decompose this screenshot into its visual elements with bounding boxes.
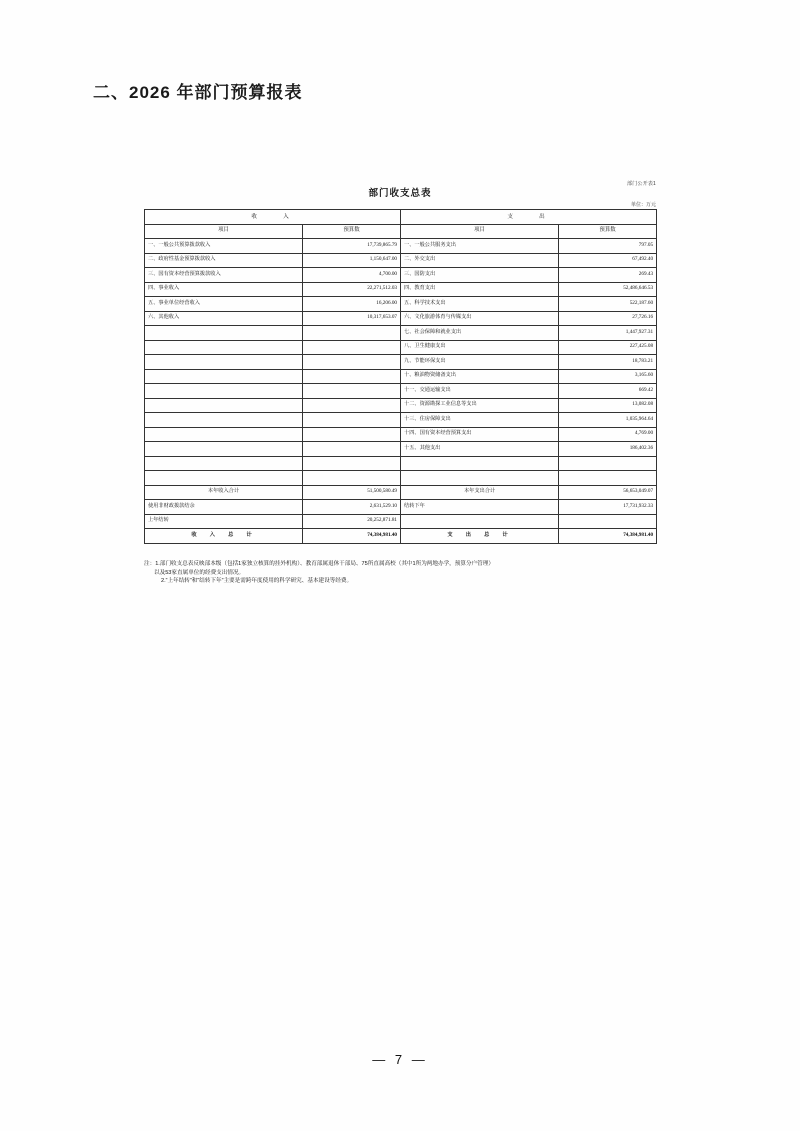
income-carry-amount: 2,631,529.10 [303, 500, 401, 515]
table-row [145, 326, 657, 341]
income-amount-header: 预算数 [303, 224, 401, 239]
table-row [145, 297, 657, 312]
table-row [145, 340, 657, 355]
table-row [145, 268, 657, 283]
expense-subtotal-label: 本年支出合计 [401, 485, 559, 500]
expense-carry-amount: 17,731,932.33 [559, 500, 657, 515]
expense-total-amount: 74,384,981.40 [559, 529, 657, 544]
income-amount [303, 340, 401, 355]
income-item [145, 398, 303, 413]
expense-item: 二、外交支出 [401, 253, 559, 268]
income-amount [303, 326, 401, 341]
expense-item: 八、卫生健康支出 [401, 340, 559, 355]
table-title: 部门收支总表 [368, 188, 432, 199]
expense-item-header: 项目 [401, 224, 559, 239]
income-amount: 4,700.00 [303, 268, 401, 283]
table-footnotes [144, 560, 664, 586]
expense-carry-amount [559, 514, 657, 529]
expense-amount: 269.43 [559, 268, 657, 283]
table-row [145, 456, 657, 471]
income-item [145, 456, 303, 471]
expense-item: 一、一般公共服务支出 [401, 239, 559, 254]
table-unit-note: 单位：万元 [630, 202, 656, 208]
expense-item: 十五、其他支出 [401, 442, 559, 457]
expense-item: 七、社会保障和就业支出 [401, 326, 559, 341]
expense-carry-label [401, 514, 559, 529]
expense-amount: 522,187.60 [559, 297, 657, 312]
expense-item [401, 471, 559, 486]
expense-item: 四、教育支出 [401, 282, 559, 297]
grand-total-row [145, 529, 657, 544]
income-item-header: 项目 [145, 224, 303, 239]
expense-item: 五、科学技术支出 [401, 297, 559, 312]
income-amount [303, 456, 401, 471]
page-number: — 7 — [372, 1052, 428, 1067]
income-amount [303, 442, 401, 457]
carryover-row [145, 500, 657, 515]
expense-item: 六、文化旅游体育与传媒支出 [401, 311, 559, 326]
income-subtotal-amount: 51,500,580.49 [303, 485, 401, 500]
income-item [145, 369, 303, 384]
income-carry-label: 上年结转 [145, 514, 303, 529]
table-row [145, 413, 657, 428]
income-amount [303, 427, 401, 442]
income-carry-amount: 20,252,871.81 [303, 514, 401, 529]
expense-amount: 3,165.60 [559, 369, 657, 384]
income-amount [303, 355, 401, 370]
table-row [145, 369, 657, 384]
expense-amount: 797.05 [559, 239, 657, 254]
expense-item: 九、节能环保支出 [401, 355, 559, 370]
expense-amount: 227,425.08 [559, 340, 657, 355]
table-column-header-row [145, 224, 657, 239]
budget-table-body [145, 210, 657, 544]
expense-carry-label: 结转下年 [401, 500, 559, 515]
expense-item: 十、粮油物资储备支出 [401, 369, 559, 384]
income-item: 三、国有资本经营预算拨款收入 [145, 268, 303, 283]
income-item [145, 326, 303, 341]
income-amount [303, 413, 401, 428]
income-total-amount: 74,384,981.40 [303, 529, 401, 544]
income-item [145, 471, 303, 486]
income-amount: 17,739,865.79 [303, 239, 401, 254]
income-subtotal-label: 本年收入合计 [145, 485, 303, 500]
table-row [145, 311, 657, 326]
income-total-label: 收 入 总 计 [145, 529, 303, 544]
footnote-line-1: 注：1.部门收支总表反映部本级（包括1家独立核算的挂外机构）、教育部属退休干部局、75所直属高校（其中1所为两地办学，预算分户管理） [144, 561, 494, 567]
income-amount [303, 369, 401, 384]
table-row [145, 355, 657, 370]
income-carry-label: 使用非财政拨款结余 [145, 500, 303, 515]
expense-item: 十二、资源勘探工业信息等支出 [401, 398, 559, 413]
expense-item: 十三、住房保障支出 [401, 413, 559, 428]
expense-amount: 4,769.00 [559, 427, 657, 442]
expense-subtotal-amount: 56,653,049.07 [559, 485, 657, 500]
expense-amount: 186,402.36 [559, 442, 657, 457]
expense-total-label: 支 出 总 计 [401, 529, 559, 544]
table-row [145, 239, 657, 254]
expense-item: 十四、国有资本经营预算支出 [401, 427, 559, 442]
table-row [145, 282, 657, 297]
income-item [145, 340, 303, 355]
expense-amount: 52,486,646.53 [559, 282, 657, 297]
table-row [145, 398, 657, 413]
income-amount [303, 398, 401, 413]
income-item: 四、事业收入 [145, 282, 303, 297]
table-row [145, 471, 657, 486]
expense-item [401, 456, 559, 471]
income-amount: 1,150,647.00 [303, 253, 401, 268]
income-amount [303, 471, 401, 486]
expense-amount [559, 456, 657, 471]
income-item: 六、其他收入 [145, 311, 303, 326]
footnote-line-2: 以及53家直属单位的经费支出情况。 [154, 569, 245, 576]
expense-amount-header: 预算数 [559, 224, 657, 239]
income-item [145, 355, 303, 370]
income-amount: 16,206.00 [303, 297, 401, 312]
table-row [145, 442, 657, 457]
income-amount: 10,317,653.07 [303, 311, 401, 326]
footnote-line-3: 2.“上年结转”和“结转下年”主要是需跨年度使用的科学研究、基本建设等经费。 [161, 578, 353, 585]
income-amount: 22,271,512.03 [303, 282, 401, 297]
subtotal-row [145, 485, 657, 500]
expense-item: 十一、交通运输支出 [401, 384, 559, 399]
budget-table-area [144, 180, 656, 544]
income-amount [303, 384, 401, 399]
expense-amount: 18,783.21 [559, 355, 657, 370]
table-group-header-row [145, 210, 657, 225]
expense-group-header: 支 出 [401, 210, 657, 225]
expense-amount: 67,492.40 [559, 253, 657, 268]
carryover-row [145, 514, 657, 529]
income-item [145, 427, 303, 442]
income-item: 五、事业单位经营收入 [145, 297, 303, 312]
expense-item: 三、国防支出 [401, 268, 559, 283]
expense-amount: 27,726.16 [559, 311, 657, 326]
expense-amount: 1,447,927.31 [559, 326, 657, 341]
income-item [145, 413, 303, 428]
budget-table [144, 209, 657, 544]
income-item: 一、一般公共预算拨款收入 [145, 239, 303, 254]
expense-amount: 1,035,964.64 [559, 413, 657, 428]
table-top-note: 部门公开表1 [627, 181, 656, 187]
income-item [145, 442, 303, 457]
table-row [145, 384, 657, 399]
page-title: 二、2026 年部门预算报表 [93, 83, 303, 102]
table-row [145, 253, 657, 268]
income-item: 二、政府性基金预算拨款收入 [145, 253, 303, 268]
table-row [145, 427, 657, 442]
income-item [145, 384, 303, 399]
expense-amount: 669.42 [559, 384, 657, 399]
expense-amount: 13,082.08 [559, 398, 657, 413]
expense-amount [559, 471, 657, 486]
income-group-header: 收 入 [145, 210, 401, 225]
